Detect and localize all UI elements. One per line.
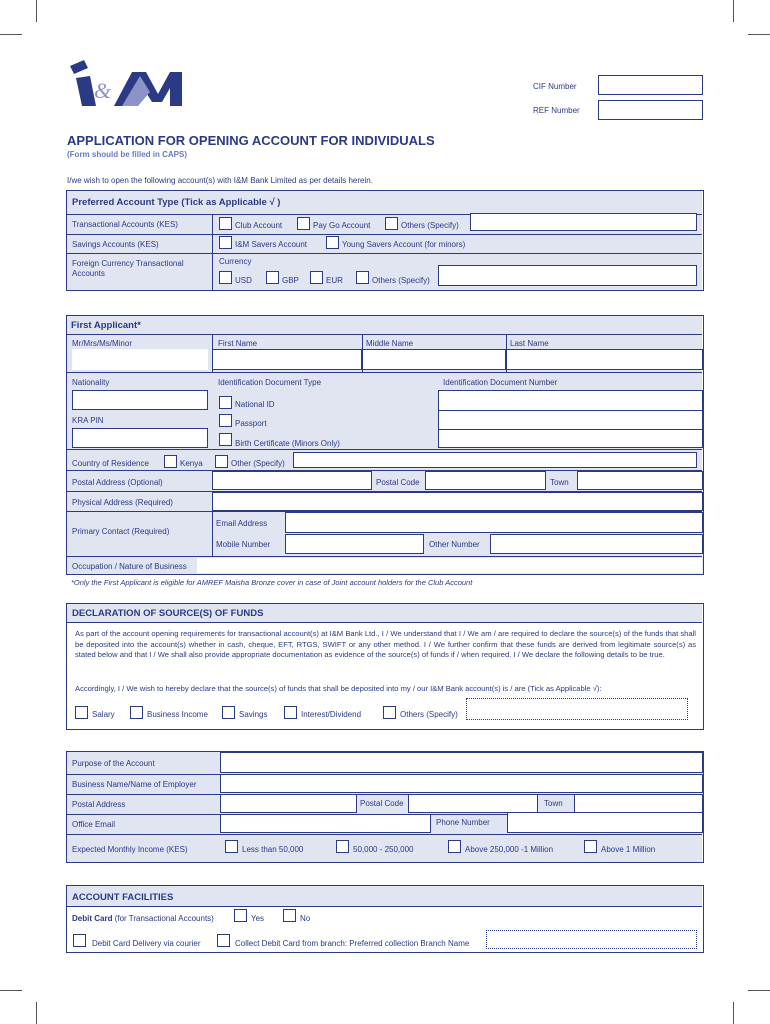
other-country-checkbox[interactable] [215, 455, 228, 468]
savings-source-label: Savings [239, 710, 268, 719]
transactional-label: Transactional Accounts (KES) [72, 220, 178, 229]
gbp-label: GBP [282, 276, 299, 285]
young-savers-label: Young Savers Account (for minors) [342, 240, 466, 249]
office-email-field[interactable] [220, 814, 431, 833]
salary-checkbox[interactable] [75, 706, 88, 719]
ref-number-field[interactable] [598, 100, 703, 120]
declaration-paragraph-2: Accordingly, I / We wish to hereby declare that the source(s) of funds that shall be deposited into my / our I&M Bank account(s) is / are (Tick as Applicable √): [75, 684, 602, 693]
savers-checkbox[interactable] [219, 236, 232, 249]
gbp-checkbox[interactable] [266, 271, 279, 284]
collect-branch-label: Collect Debit Card from branch: Preferred collection Branch Name [235, 939, 470, 948]
purpose-field[interactable] [220, 752, 703, 773]
business-income-label: Business Income [147, 710, 208, 719]
foreign-label: Foreign Currency Transactional Accounts [72, 259, 184, 278]
office-town-label: Town [544, 799, 563, 808]
debit-card-label [72, 914, 214, 923]
club-account-label: Club Account [235, 221, 283, 230]
office-postal-code-label: Postal Code [360, 799, 404, 808]
crop-mark [748, 34, 770, 35]
kra-pin-field[interactable] [72, 428, 208, 448]
income-50k-250k-checkbox[interactable] [336, 840, 349, 853]
country-label: Country of Residence [72, 459, 149, 468]
mobile-label: Mobile Number [216, 540, 271, 549]
other-country-field[interactable] [293, 452, 697, 468]
crop-mark [0, 34, 22, 35]
account-type-heading: Preferred Account Type (Tick as Applicable √ ) [72, 197, 281, 208]
branch-name-field[interactable] [486, 930, 697, 949]
income-less-50k-checkbox[interactable] [225, 840, 238, 853]
usd-checkbox[interactable] [219, 271, 232, 284]
income-less-50k-label: Less than 50,000 [242, 845, 304, 854]
pay-go-checkbox[interactable] [297, 217, 310, 230]
others-specify-field[interactable] [470, 213, 697, 231]
eur-checkbox[interactable] [310, 271, 323, 284]
collect-branch-checkbox[interactable] [217, 934, 230, 947]
occupation-field[interactable] [196, 557, 703, 574]
courier-checkbox[interactable] [73, 934, 86, 947]
other-country-label: Other (Specify) [231, 459, 285, 468]
footnote: *Only the First Applicant is eligible for AMREF Maisha Bronze cover in case of Joint account holders for the Club Account [71, 578, 473, 587]
cif-number-field[interactable] [598, 75, 703, 95]
mobile-field[interactable] [285, 534, 424, 554]
nationality-label: Nationality [72, 378, 110, 387]
national-id-checkbox[interactable] [219, 396, 232, 409]
debit-card-bold: Debit Card [72, 914, 113, 923]
phone-label: Phone Number [436, 818, 490, 827]
ref-label: REF Number [533, 106, 580, 115]
crop-mark [36, 0, 37, 22]
others-source-field[interactable] [466, 698, 688, 720]
office-email-label: Office Email [72, 820, 115, 829]
crop-mark [733, 0, 734, 22]
others-label: Others (Specify) [401, 221, 459, 230]
title-label: Mr/Mrs/Ms/Minor [72, 339, 132, 348]
page-subtitle: (Form should be filled in CAPS) [67, 150, 187, 159]
physical-address-label: Physical Address (Required) [72, 498, 173, 507]
crop-mark [0, 990, 22, 991]
employer-label: Business Name/Name of Employer [72, 780, 197, 789]
others-checkbox[interactable] [385, 217, 398, 230]
email-label: Email Address [216, 519, 268, 528]
purpose-label: Purpose of the Account [72, 759, 155, 768]
employer-field[interactable] [220, 774, 703, 793]
crop-mark [36, 1002, 37, 1024]
savers-label: I&M Savers Account [235, 240, 308, 249]
eur-label: EUR [326, 276, 343, 285]
declaration-paragraph-1: As part of the account opening requirements for transactional account(s) at I&M Bank Ltd., I / We understand that I / We am / are required to declare the source(s) of the funds that shall be deposited into the account(s) whether in cash, cheque, EFT, RTGS, SWIFT or any other method. I / We further confirm that these funds are derived from legitimate source(s) as stated below and that I / We shall also provide appropriate documentation as evidence of the source(s) of funds if / when required. I / We declare the following details to be true. [75, 629, 696, 659]
birth-cert-checkbox[interactable] [219, 433, 232, 446]
last-name-label: Last Name [510, 339, 549, 348]
postal-code-label: Postal Code [376, 478, 420, 487]
income-250k-1m-label: Above 250,000 -1 Million [465, 845, 554, 854]
income-250k-1m-checkbox[interactable] [448, 840, 461, 853]
physical-address-field[interactable] [212, 492, 703, 511]
middle-name-field[interactable] [362, 349, 506, 370]
savings-label: Savings Accounts (KES) [72, 240, 159, 249]
town-field[interactable] [577, 471, 703, 490]
usd-label: USD [235, 276, 252, 285]
debit-yes-label: Yes [251, 914, 265, 923]
postal-address-field[interactable] [212, 471, 372, 490]
first-name-field[interactable] [212, 349, 362, 370]
nationality-field[interactable] [72, 390, 208, 410]
income-above-1m-label: Above 1 Million [601, 845, 656, 854]
kra-pin-label: KRA PIN [72, 416, 104, 425]
cif-label: CIF Number [533, 82, 577, 91]
kenya-label: Kenya [180, 459, 203, 468]
primary-contact-label: Primary Contact (Required) [72, 527, 170, 536]
others-currency-label: Others (Specify) [372, 276, 430, 285]
debit-yes-checkbox[interactable] [234, 909, 247, 922]
crop-mark [733, 1002, 734, 1024]
id-number-field[interactable] [438, 390, 703, 448]
debit-no-checkbox[interactable] [283, 909, 296, 922]
page-title: APPLICATION FOR OPENING ACCOUNT FOR INDIVIDUALS [67, 133, 435, 148]
club-account-checkbox[interactable] [219, 217, 232, 230]
kenya-checkbox[interactable] [164, 455, 177, 468]
debit-no-label: No [300, 914, 311, 923]
id-type-label: Identification Document Type [218, 378, 322, 387]
income-above-1m-checkbox[interactable] [584, 840, 597, 853]
first-name-label: First Name [218, 339, 258, 348]
salary-label: Salary [92, 710, 115, 719]
declaration-heading: DECLARATION OF SOURCE(S) OF FUNDS [72, 608, 264, 619]
facilities-heading: ACCOUNT FACILITIES [72, 892, 174, 903]
email-field[interactable] [285, 512, 703, 533]
other-number-label: Other Number [429, 540, 480, 549]
other-number-field[interactable] [490, 534, 703, 554]
phone-field[interactable] [507, 812, 703, 833]
debit-card-rest: (for Transactional Accounts) [112, 914, 214, 923]
interest-label: Interest/Dividend [301, 710, 362, 719]
crop-mark [748, 990, 770, 991]
middle-name-label: Middle Name [366, 339, 414, 348]
interest-checkbox[interactable] [284, 706, 297, 719]
savings-source-checkbox[interactable] [222, 706, 235, 719]
others-source-checkbox[interactable] [383, 706, 396, 719]
young-savers-checkbox[interactable] [326, 236, 339, 249]
office-postal-address-field[interactable] [220, 794, 357, 813]
pay-go-label: Pay Go Account [313, 221, 371, 230]
office-postal-address-label: Postal Address [72, 800, 126, 809]
currency-label: Currency [219, 257, 252, 266]
office-town-field[interactable] [574, 794, 703, 813]
others-currency-field[interactable] [438, 265, 697, 286]
national-id-label: National ID [235, 400, 275, 409]
occupation-label: Occupation / Nature of Business [72, 562, 187, 571]
income-50k-250k-label: 50,000 - 250,000 [353, 845, 414, 854]
bank-logo [66, 58, 186, 110]
id-number-label: Identification Document Number [443, 378, 558, 387]
postal-code-field[interactable] [425, 471, 546, 490]
svg-text:&: & [94, 78, 112, 103]
office-postal-code-field[interactable] [408, 794, 538, 813]
business-income-checkbox[interactable] [130, 706, 143, 719]
passport-checkbox[interactable] [219, 414, 232, 427]
town-label: Town [550, 478, 569, 487]
birth-cert-label: Birth Certificate (Minors Only) [235, 439, 340, 448]
postal-address-label: Postal Address (Optional) [72, 478, 163, 487]
income-label: Expected Monthly Income (KES) [72, 845, 188, 854]
first-applicant-heading: First Applicant* [71, 320, 141, 331]
intro-text: I/we wish to open the following account(s) with I&M Bank Limited as per details herein. [67, 176, 373, 185]
passport-label: Passport [235, 419, 267, 428]
others-currency-checkbox[interactable] [356, 271, 369, 284]
others-source-label: Others (Specify) [400, 710, 458, 719]
last-name-field[interactable] [506, 349, 703, 370]
courier-label: Debit Card Delivery via courier [92, 939, 201, 948]
title-field[interactable] [72, 349, 208, 370]
